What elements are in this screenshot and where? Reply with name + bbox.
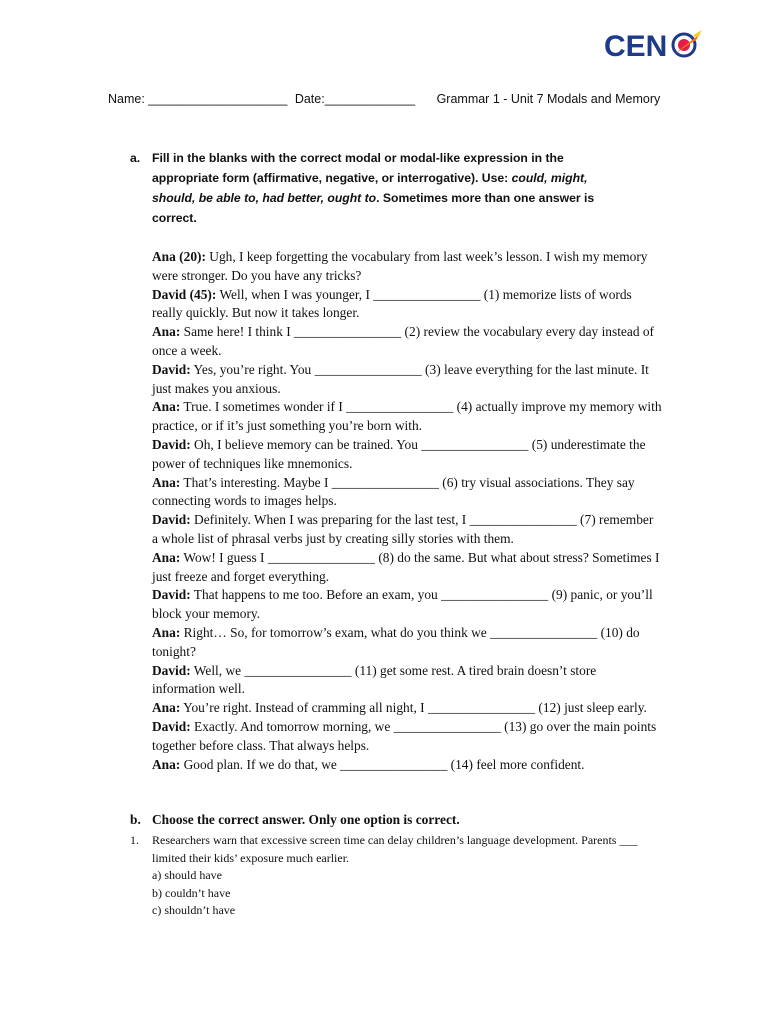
line-text: Good plan. If we do that, we ________________ (14) feel more confident. — [180, 756, 585, 772]
worksheet-header — [108, 92, 668, 106]
speaker: Ana: — [152, 624, 181, 640]
instructions-post: . Sometimes more than one answer is correct. — [152, 191, 595, 225]
speaker: Ana: — [152, 700, 181, 716]
dialogue-line — [152, 511, 662, 549]
speaker: David: — [152, 512, 191, 528]
speaker: Ana: — [152, 474, 181, 490]
speaker: David: — [152, 361, 191, 377]
speaker: Ana (20): — [152, 249, 206, 264]
dialogue-line — [152, 248, 662, 286]
line-text: Well, we ________________ (11) get some rest. A tired brain doesn’t store information well. — [152, 662, 597, 697]
date-field[interactable]: Date:_____________ — [294, 92, 416, 106]
dialogue-line — [152, 718, 662, 756]
line-text: Exactly. And tomorrow morning, we ________________ (13) go over the main points together before class. That always helps. — [152, 718, 657, 753]
dialogue-line — [152, 756, 662, 775]
option-b[interactable]: b) couldn’t have — [152, 885, 231, 900]
speaker: Ana: — [152, 549, 181, 565]
instructions-pre: Fill in the blanks with the correct modal or modal-like expression in the appropriate form (affirmative, negative, or interrogative). Use: — [152, 151, 564, 185]
speaker: Ana: — [152, 756, 181, 772]
section-a-label: a. — [130, 151, 141, 165]
dialogue-line — [152, 436, 662, 474]
dialogue-line — [152, 624, 662, 662]
dialogue-line — [152, 662, 662, 700]
line-text: Oh, I believe memory can be trained. You ________________ (5) underestimate the power of techniques like mnemonics. — [152, 436, 646, 471]
speaker: Ana: — [152, 399, 181, 415]
line-text: That’s interesting. Maybe I ________________ (6) try visual associations. They say connecting words to images helps. — [152, 474, 635, 509]
speaker: David: — [152, 436, 191, 452]
line-text: Well, when I was younger, I ________________ (1) memorize lists of words really quickly. But now it takes longer. — [152, 286, 632, 321]
line-text: That happens to me too. Before an exam, you ________________ (9) panic, or you’ll block your memory. — [152, 587, 653, 622]
section-a-text — [152, 148, 630, 228]
dialogue-line — [152, 549, 662, 587]
dialogue-line — [152, 361, 662, 399]
section-b-text: Choose the correct answer. Only one option is correct. — [152, 812, 460, 827]
dialogue-line — [152, 586, 662, 624]
dialogue-line — [152, 323, 662, 361]
section-a-instructions — [130, 148, 630, 228]
logo-text: CEN — [604, 30, 668, 63]
speaker: David: — [152, 718, 191, 734]
logo — [604, 26, 704, 64]
line-text: Same here! I think I ________________ (2) review the vocabulary every day instead of once a week. — [152, 324, 655, 358]
option-a[interactable]: a) should have — [152, 868, 222, 882]
question-1 — [130, 832, 660, 920]
line-text: Ugh, I keep forgetting the vocabulary from last week’s lesson. I wish my memory were stronger. Do you have any tricks? — [152, 249, 648, 283]
line-text: True. I sometimes wonder if I ________________ (4) actually improve my memory with practice, or if it’s just something you’re born with. — [152, 399, 662, 434]
line-text: Right… So, for tomorrow’s exam, what do you think we ________________ (10) do tonight? — [152, 624, 640, 659]
dialogue — [152, 248, 662, 774]
speaker: David (45): — [152, 286, 217, 302]
dialogue-line — [152, 398, 662, 436]
speaker: Ana: — [152, 324, 181, 340]
dialogue-line — [152, 699, 662, 718]
name-field[interactable]: Name: ____________________ — [108, 92, 288, 106]
worksheet-title: Grammar 1 - Unit 7 Modals and Memory — [436, 92, 661, 106]
section-b-label: b. — [130, 812, 141, 827]
option-c[interactable]: c) shouldn’t have — [152, 903, 236, 917]
line-text: Wow! I guess I ________________ (8) do the same. But what about stress? Sometimes I just freeze and forget everything. — [152, 549, 660, 584]
modal-list: could, might, should, be able to, had better, ought to — [152, 171, 588, 205]
speaker: David: — [152, 662, 191, 678]
line-text: Yes, you’re right. You ________________ (3) leave everything for the last minute. It just makes you anxious. — [152, 361, 649, 396]
dialogue-line — [152, 474, 662, 512]
question-text: Researchers warn that excessive screen time can delay children’s language development. Parents ___ limited their kids’ exposure much earlier. — [152, 833, 638, 865]
line-text: You’re right. Instead of cramming all night, I ________________ (12) just sleep early. — [180, 700, 647, 716]
question-number: 1. — [130, 833, 139, 847]
speaker: David: — [152, 587, 191, 603]
line-text: Definitely. When I was preparing for the last test, I ________________ (7) remember a whole list of phrasal verbs just by creating silly stories with them. — [152, 512, 654, 546]
dialogue-line — [152, 286, 662, 324]
section-b-instructions — [130, 812, 650, 828]
